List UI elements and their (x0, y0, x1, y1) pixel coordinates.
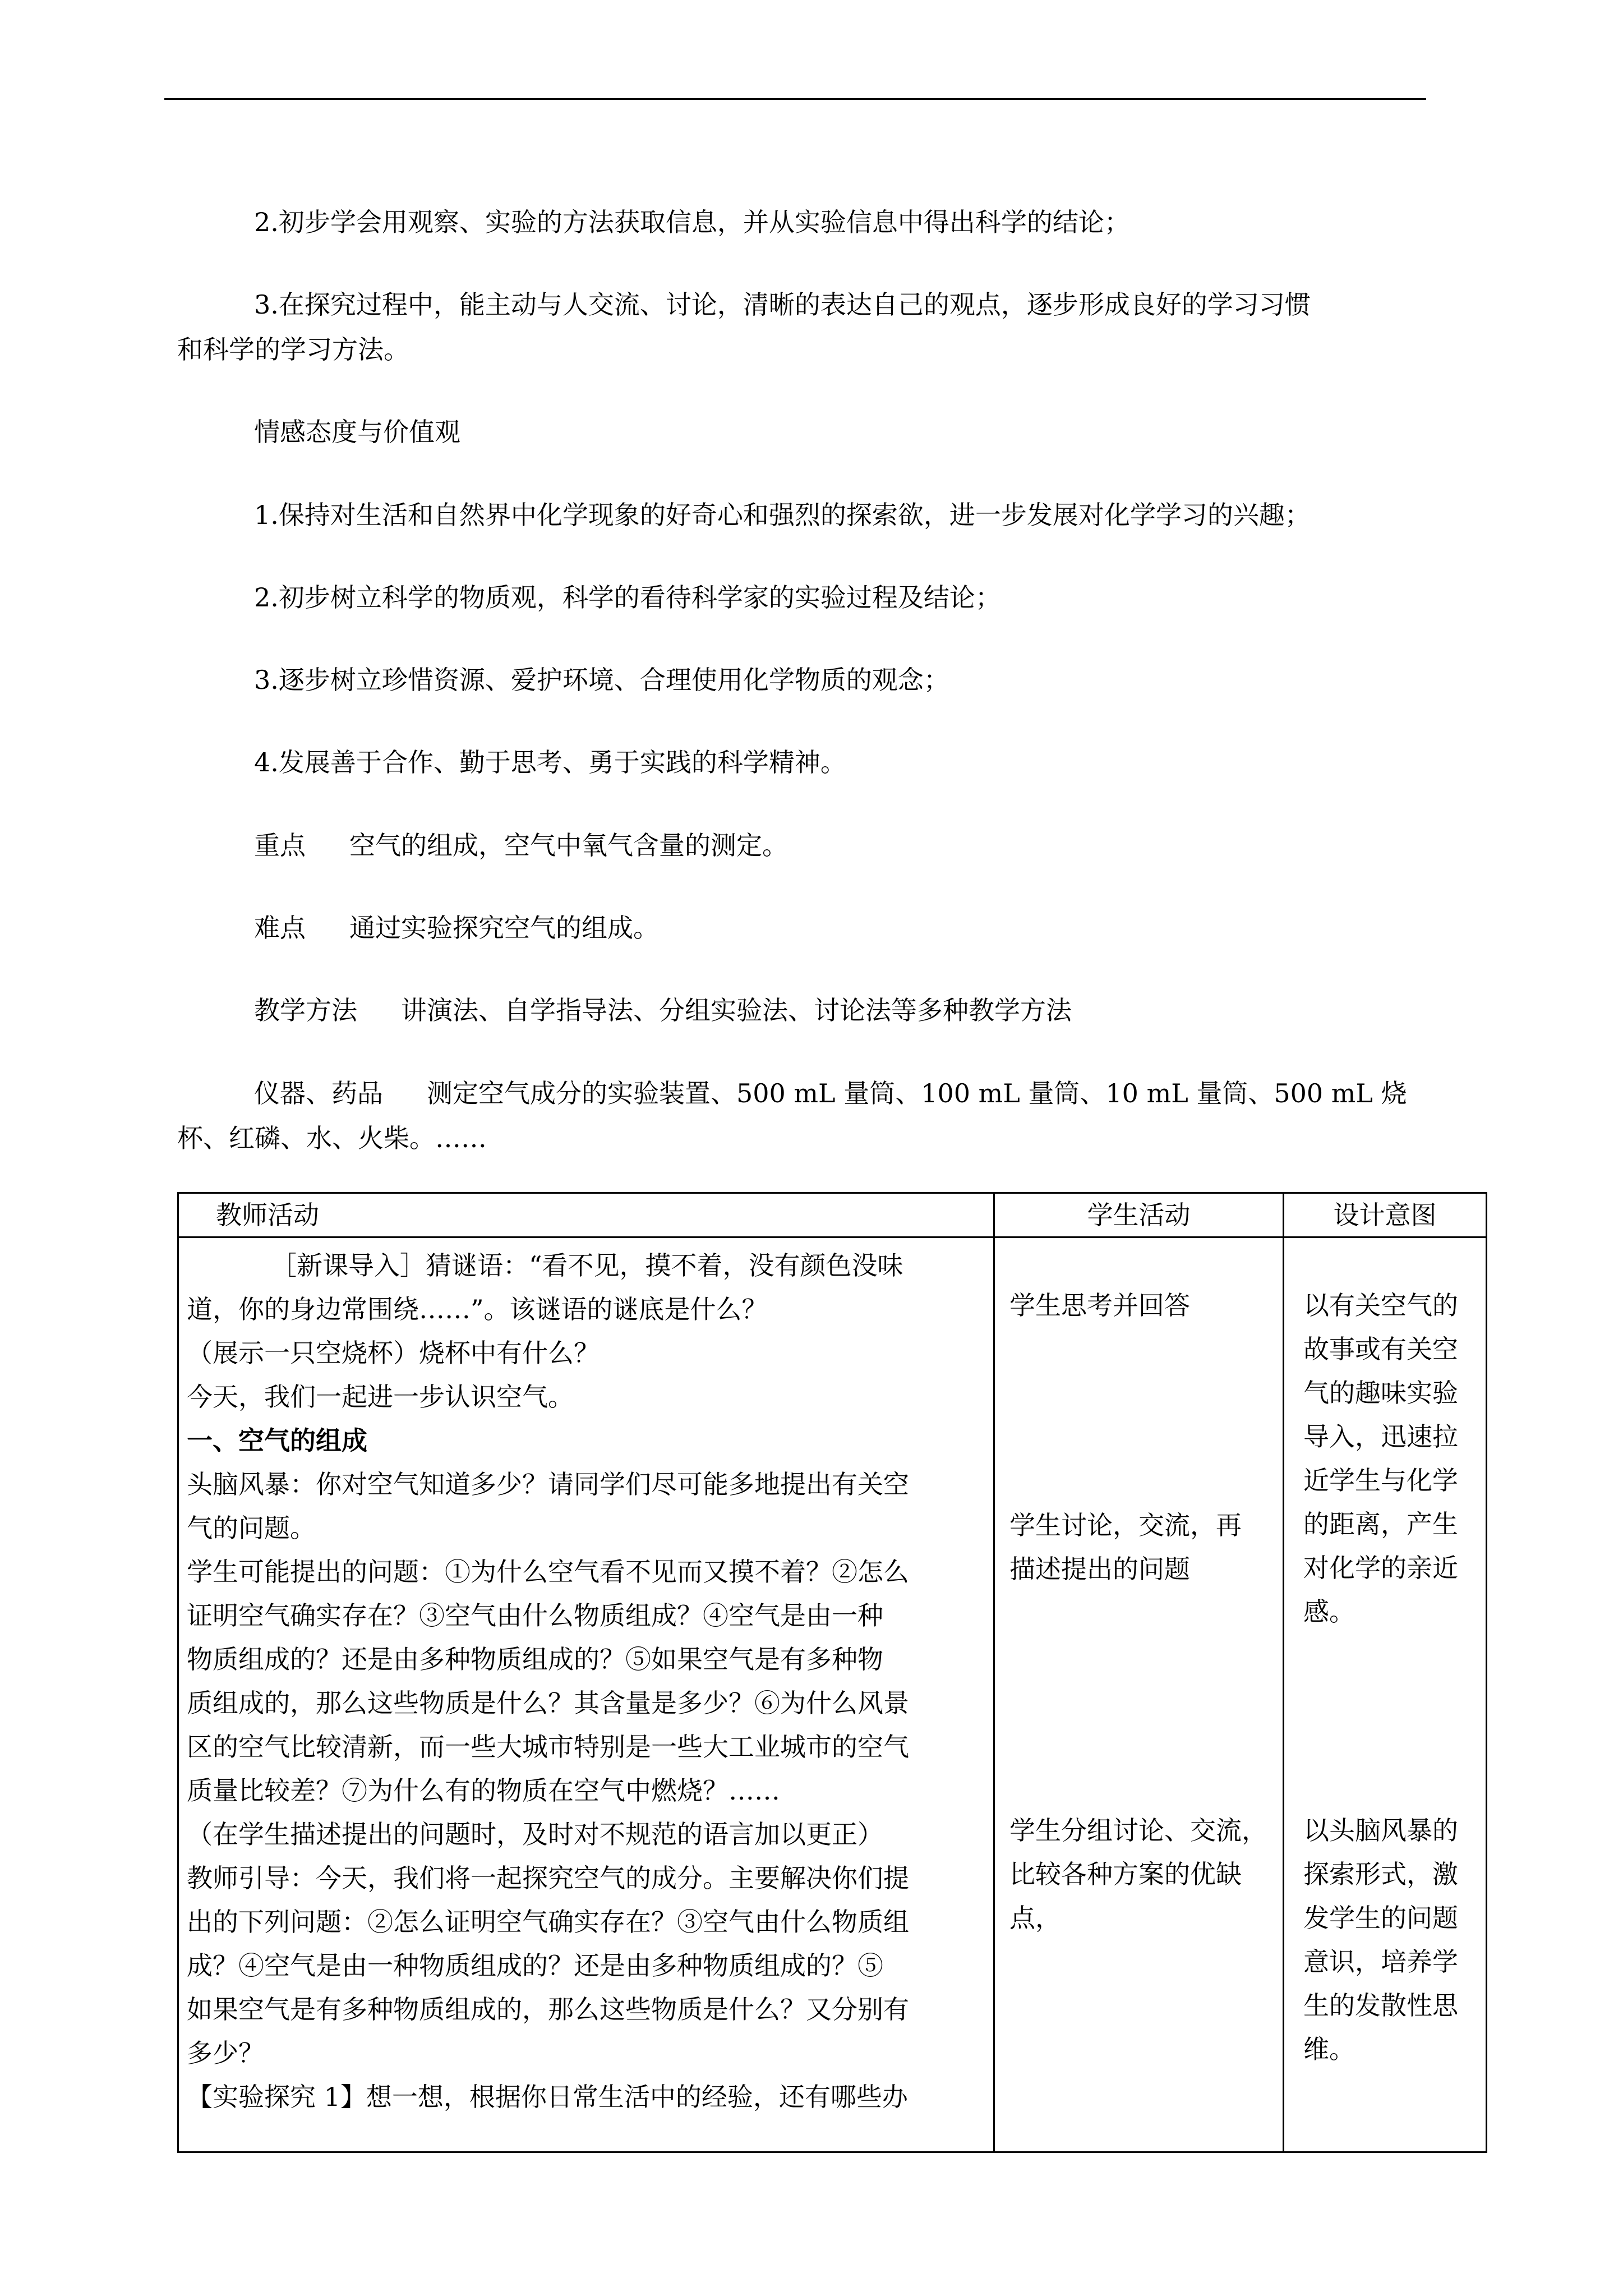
intent-line: 感。 (1303, 1596, 1355, 1627)
teacher-line: （展示一只空烧杯）烧杯中有什么？ (187, 1338, 600, 1368)
teacher-line: 多少？ (187, 2038, 264, 2068)
student-line: 学生讨论，交流，再 (1009, 1510, 1242, 1540)
materials-text: 测定空气成分的实验装置、500 mL 量筒、100 mL 量筒、10 mL 量筒、500 mL 烧 (427, 1078, 1407, 1108)
student-line: 比较各种方案的优缺 (1009, 1859, 1242, 1889)
intent-line: 故事或有关空 (1303, 1334, 1458, 1364)
skill-objective-3-continued: 和科学的学习方法。 (177, 334, 409, 365)
teacher-line: 学生可能提出的问题：①为什么空气看不见而又摸不着？②怎么 (187, 1557, 909, 1587)
student-activity-3 (1009, 1809, 1268, 1940)
teacher-line: 证明空气确实存在？③空气由什么物质组成？④空气是由一种 (187, 1600, 883, 1631)
design-intent-1 (1303, 1283, 1471, 1634)
teacher-line: 道，你的身边常围绕……”。该谜语的谜底是什么？ (187, 1294, 768, 1324)
teacher-line: （在学生描述提出的问题时，及时对不规范的语言加以更正） (187, 1819, 883, 1849)
values-objective-1: 1.保持对生活和自然界中化学现象的好奇心和强烈的探索欲，进一步发展对化学学习的兴趣； (254, 500, 1311, 530)
teacher-line: 成？④空气是由一种物质组成的？还是由多种物质组成的？⑤ (187, 1950, 883, 1981)
student-line: 学生分组讨论、交流， (1009, 1815, 1267, 1846)
design-intent-cell (1284, 1237, 1487, 2152)
header-teacher-activity: 教师活动 (178, 1193, 994, 1237)
header-design-intent: 设计意图 (1284, 1193, 1487, 1237)
intent-line: 生的发散性思 (1303, 1990, 1458, 2021)
materials-label: 仪器、药品 (254, 1078, 383, 1108)
teacher-line: 质量比较差？⑦为什么有的物质在空气中燃烧？…… (187, 1775, 780, 1806)
values-objective-4: 4.发展善于合作、勤于思考、勇于实践的科学精神。 (254, 747, 846, 777)
skill-objective-3: 3.在探究过程中，能主动与人交流、讨论，清晰的表达自己的观点，逐步形成良好的学习习惯 (254, 289, 1311, 320)
intent-line: 以头脑风暴的 (1303, 1815, 1458, 1846)
intent-line: 以有关空气的 (1303, 1290, 1458, 1320)
intent-line: 对化学的亲近 (1303, 1553, 1458, 1583)
teacher-activity-cell (178, 1237, 994, 2152)
student-line: 描述提出的问题 (1009, 1554, 1190, 1584)
intent-line: 导入，迅速拉 (1303, 1421, 1458, 1452)
header-rule (164, 98, 1426, 100)
teacher-line: 教师引导：今天，我们将一起探究空气的成分。主要解决你们提 (187, 1863, 909, 1893)
student-line: 点， (1009, 1903, 1061, 1933)
teacher-line: 区的空气比较清新，而一些大城市特别是一些大工业城市的空气 (187, 1732, 909, 1762)
intent-line: 发学生的问题 (1303, 1903, 1458, 1933)
skill-objective-2: 2.初步学会用观察、实验的方法获取信息，并从实验信息中得出科学的结论； (254, 207, 1130, 237)
intent-line: 意识，培养学 (1303, 1947, 1458, 1977)
teaching-method (254, 992, 1072, 1029)
table-row (178, 1237, 1487, 2152)
intent-line: 近学生与化学 (1303, 1465, 1458, 1496)
values-objective-3: 3.逐步树立珍惜资源、爱护环境、合理使用化学物质的观念； (254, 665, 949, 695)
teacher-line: 出的下列问题：②怎么证明空气确实存在？③空气由什么物质组 (187, 1907, 909, 1937)
header-student-activity: 学生活动 (994, 1193, 1284, 1237)
teacher-line: 【实验探究 1】想一想，根据你日常生活中的经验，还有哪些办 (187, 2082, 908, 2112)
teacher-line: ［新课导入］猜谜语：“看不见，摸不着，没有颜色没味 (271, 1250, 903, 1281)
teacher-line: 今天，我们一起进一步认识空气。 (187, 1382, 574, 1412)
student-activity-1 (1009, 1283, 1268, 1327)
key-point-label: 重点 (254, 830, 306, 861)
materials (254, 1075, 1407, 1112)
teacher-line: 头脑风暴：你对空气知道多少？请同学们尽可能多地提出有关空 (187, 1469, 909, 1499)
table-header-row (178, 1193, 1487, 1237)
intent-line: 探索形式，激 (1303, 1859, 1458, 1889)
teacher-line: 质组成的，那么这些物质是什么？其含量是多少？⑥为什么风景 (187, 1688, 909, 1718)
teacher-line: 如果空气是有多种物质组成的，那么这些物质是什么？又分别有 (187, 1994, 909, 2024)
values-objective-2: 2.初步树立科学的物质观，科学的看待科学家的实验过程及结论； (254, 582, 1001, 613)
values-heading: 情感态度与价值观 (254, 417, 460, 447)
teaching-method-label: 教学方法 (254, 995, 357, 1025)
teacher-line: 物质组成的？还是由多种物质组成的？⑤如果空气是有多种物 (187, 1644, 883, 1674)
intent-line: 维。 (1303, 2034, 1355, 2064)
difficulty (254, 909, 659, 946)
student-activity-cell (994, 1237, 1284, 2152)
student-line: 学生思考并回答 (1009, 1290, 1190, 1320)
intent-line: 的距离，产生 (1303, 1509, 1458, 1539)
design-intent-2 (1303, 1809, 1471, 2071)
teacher-line: 气的问题。 (187, 1513, 316, 1543)
materials-continued: 杯、红磷、水、火柴。…… (177, 1123, 487, 1153)
intent-line: 气的趣味实验 (1303, 1378, 1458, 1408)
teaching-method-text: 讲演法、自学指导法、分组实验法、讨论法等多种教学方法 (401, 995, 1072, 1025)
difficulty-label: 难点 (254, 913, 306, 943)
key-point-text: 空气的组成，空气中氧气含量的测定。 (349, 830, 788, 861)
lesson-plan-table (177, 1192, 1487, 2153)
difficulty-text: 通过实验探究空气的组成。 (349, 913, 659, 943)
section-heading: 一、空气的组成 (187, 1425, 367, 1456)
key-point (254, 827, 788, 864)
student-activity-2 (1009, 1503, 1268, 1591)
